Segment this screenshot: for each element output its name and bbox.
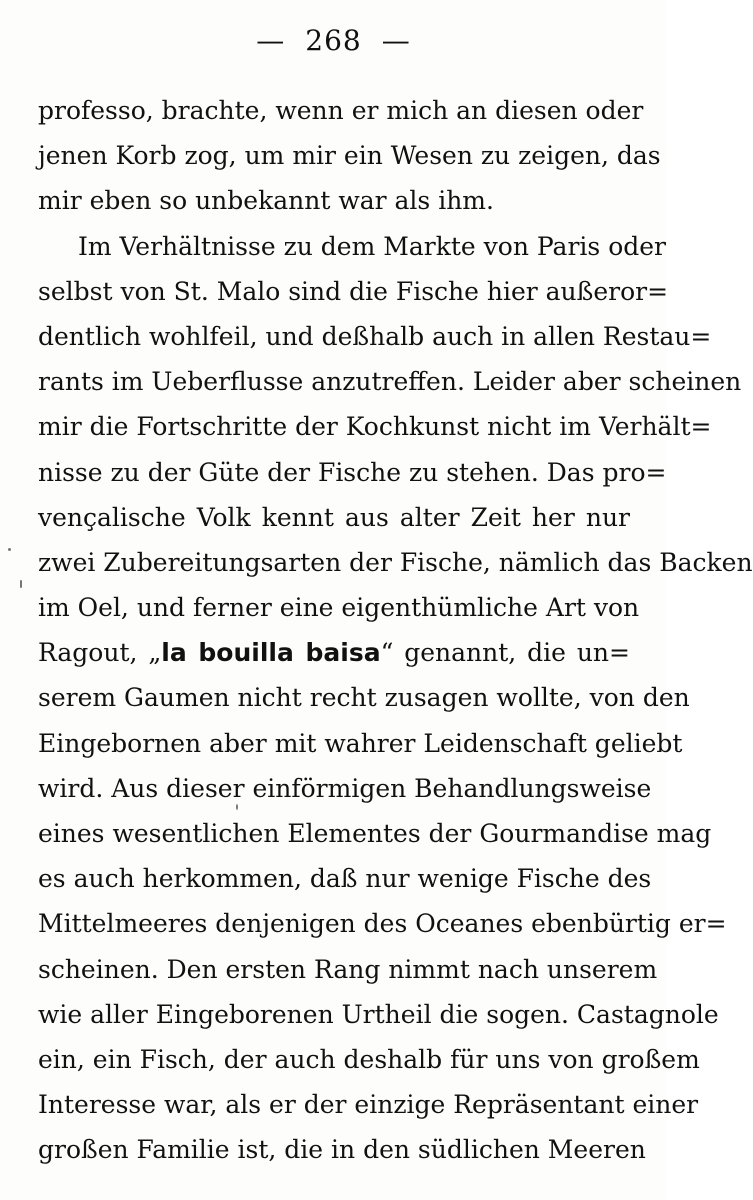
text-line: im Oel, und ferner eine eigenthümliche Art von: [38, 593, 640, 623]
text-line: großen Familie ist, die in den südlichen Meeren: [38, 1135, 646, 1165]
header-dash-right: —: [381, 24, 411, 57]
text-line: Mittelmeeres denjenigen des Oceanes ebenbürtig er=: [38, 909, 727, 939]
paper-speck: [236, 804, 238, 810]
paper-speck: [8, 548, 11, 551]
text-line: scheinen. Den ersten Rang nimmt nach unserem: [38, 954, 658, 984]
text-line: vençalische Volk kennt aus alter Zeit her nur: [38, 502, 630, 532]
text-line: mir eben so unbekannt war als ihm.: [38, 186, 494, 216]
text-line: es auch herkommen, daß nur wenige Fische des: [38, 864, 652, 894]
text-line: zwei Zubereitungsarten der Fische, nämlich das Backen: [38, 547, 753, 577]
text-line: Im Verhältnisse zu dem Markte von Paris oder: [78, 231, 666, 261]
page-header: [0, 24, 667, 57]
text-line: wird. Aus dieser einförmigen Behandlungsweise: [38, 773, 652, 803]
text-fragment: “ genannt, die un=: [380, 638, 630, 668]
text-line: jenen Korb zog, um mir ein Wesen zu zeigen, das: [38, 141, 661, 171]
bold-dish-name: la bouilla baisa: [161, 638, 381, 668]
body-text: [38, 88, 753, 1173]
text-line: Interesse war, als er der einzige Repräsentant einer: [38, 1090, 699, 1120]
text-line: mir die Fortschritte der Kochkunst nicht im Verhält=: [38, 412, 712, 442]
text-line: rants im Ueberflusse anzutreffen. Leider aber scheinen: [38, 367, 742, 397]
text-line: eines wesentlichen Elementes der Gourmandise mag: [38, 819, 712, 848]
text-line: serem Gaumen nicht recht zusagen wollte, von den: [38, 683, 690, 713]
text-fragment: Ragout, „: [38, 638, 162, 668]
text-line: nisse zu der Güte der Fische zu stehen. Das pro=: [38, 457, 667, 487]
paper-speck: [20, 580, 22, 588]
header-dash-left: —: [256, 24, 286, 57]
text-line: Eingebornen aber mit wahrer Leidenschaft geliebt: [38, 728, 683, 758]
text-line-with-bold: [38, 630, 630, 675]
text-line: professo, brachte, wenn er mich an diesen oder: [38, 96, 644, 125]
text-line: wie aller Eingeborenen Urtheil die sogen. Castagnole: [38, 999, 719, 1029]
page-number: 268: [305, 24, 362, 57]
text-line: dentlich wohlfeil, und deßhalb auch in allen Restau=: [38, 321, 712, 351]
text-line: selbst von St. Malo sind die Fische hier außeror=: [38, 276, 669, 306]
text-line: ein, ein Fisch, der auch deshalb für uns von großem: [38, 1044, 700, 1074]
